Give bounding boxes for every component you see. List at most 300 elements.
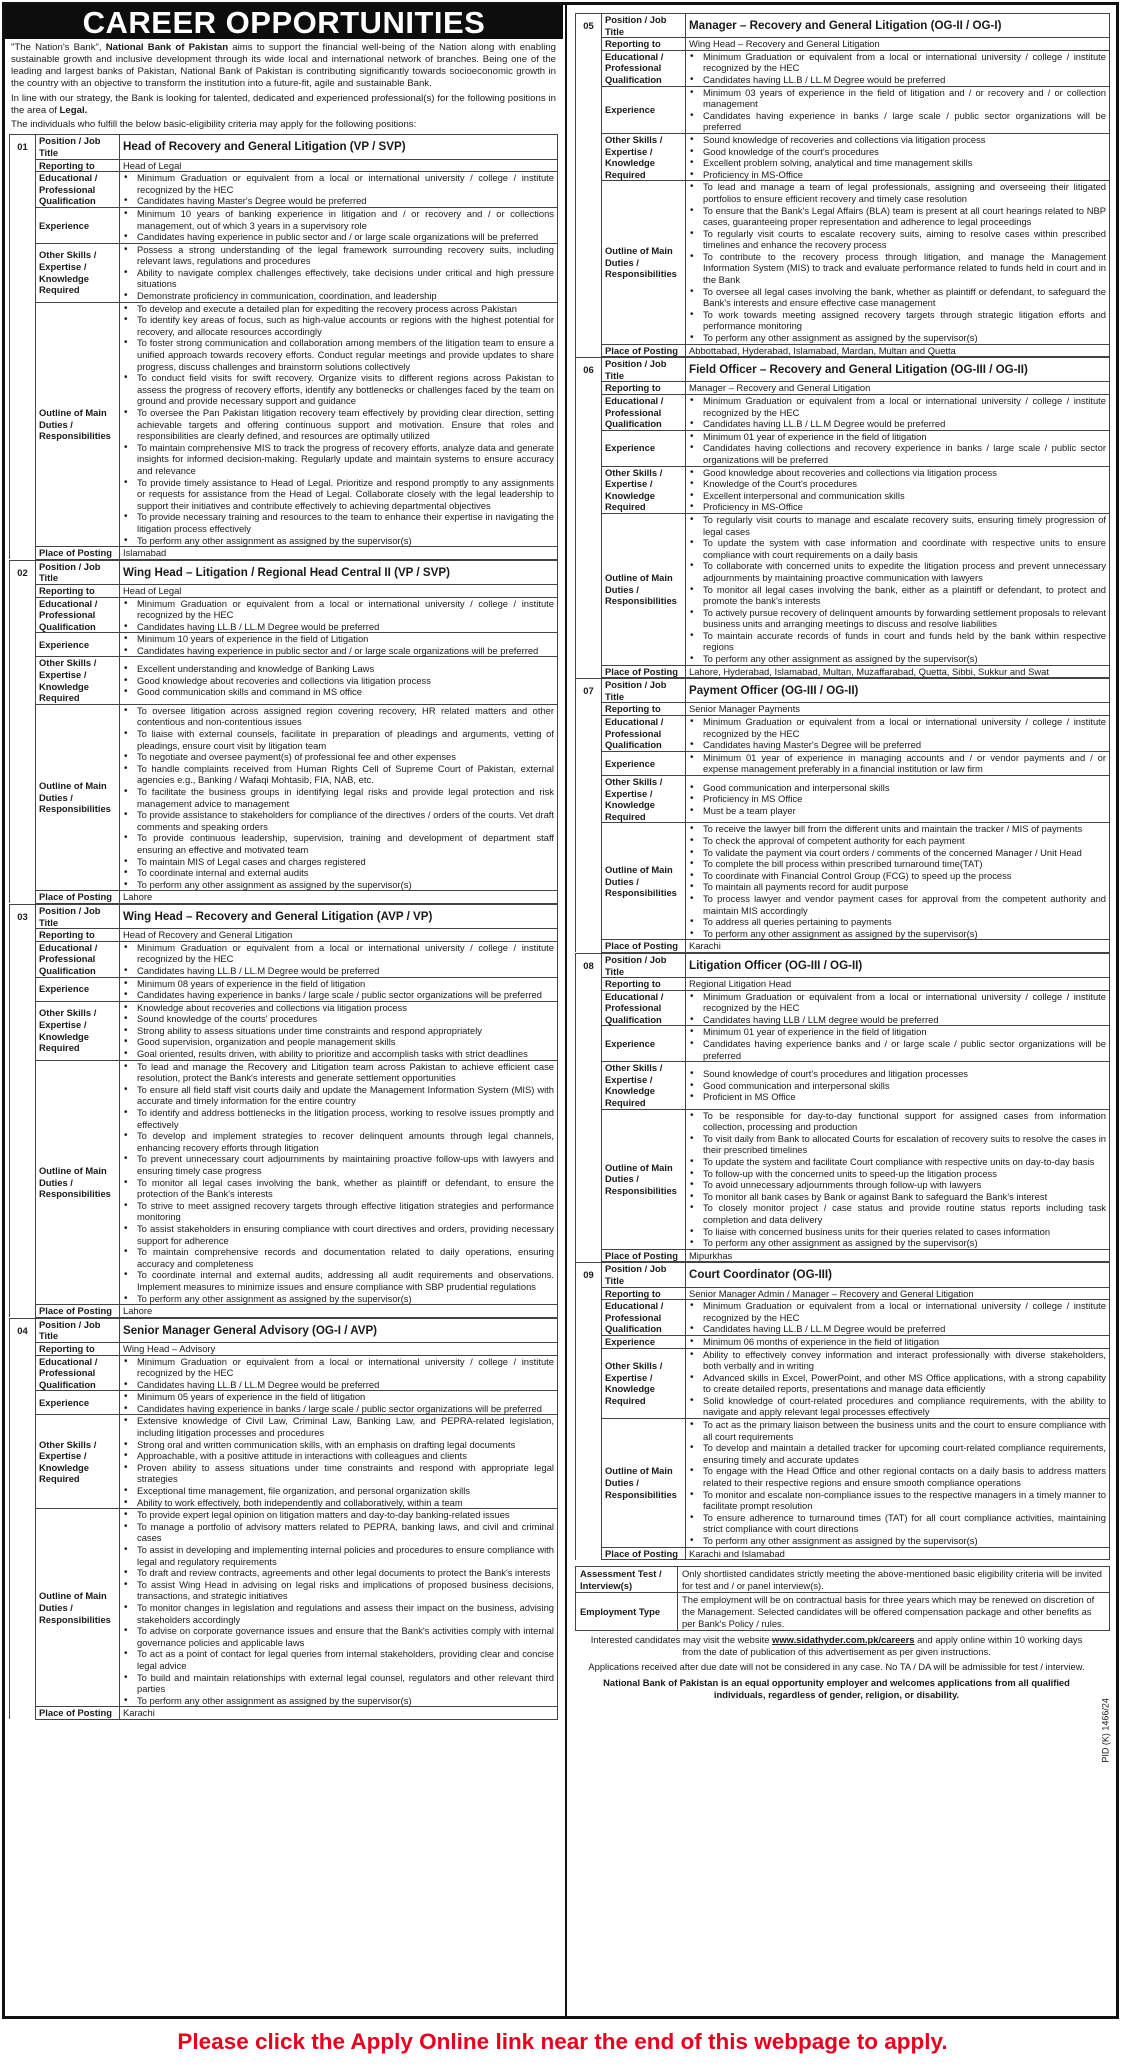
duties-item: • To perform any other assignment as assigned by the supervisor(s) [703, 332, 1106, 344]
duties-item: • To monitor all legal cases involving the bank, either as a plaintiff or defendant, to protect and promote the bank's interests [703, 584, 1106, 607]
number-spacer [576, 1287, 602, 1300]
duties-item: • To lead and manage the Recovery and Litigation team across Pakistan to achieve efficient case resolution, protect the Bank's interests and generate settlement opportunities [137, 1061, 554, 1084]
reporting-to-row [576, 978, 1110, 991]
place-of-posting-label: Place of Posting [602, 665, 686, 678]
skills-row [576, 1062, 1110, 1109]
number-spacer [10, 1060, 36, 1304]
number-spacer [576, 430, 602, 466]
education-item: • Minimum Graduation or equivalent from a local or international university / college / institute recognized by the HEC [137, 942, 554, 965]
place-of-posting-row [576, 940, 1110, 953]
right-column [565, 5, 1116, 2016]
skills-row [576, 133, 1110, 180]
skills-label: Other Skills / Expertise / Knowledge Required [602, 466, 686, 513]
place-of-posting-value: Lahore [120, 891, 558, 904]
position-number: 05 [576, 14, 602, 38]
experience-label: Experience [36, 1391, 120, 1415]
experience-value [686, 1026, 1110, 1062]
number-spacer [10, 159, 36, 172]
duties-item: • To ensure adherence to turnaround times (TAT) for all court compliance activities, maintaining strict compliance with court directions [703, 1512, 1106, 1535]
number-spacer [10, 657, 36, 704]
duties-item: • To conduct field visits for swift recovery. Organize visits to different regions across Pakistan to assess the progress of recovery efforts, identify any bottlenecks or challenges faced by the team on ground and provide necessary support and guidance [137, 372, 554, 407]
duties-item: • To ensure that the Bank's Legal Affairs (BLA) team is present at all court hearings related to NBP cases, guaranteeing proper representation and adherence to legal proceedings [703, 205, 1106, 228]
skills-value [686, 466, 1110, 513]
duties-item: • To validate the payment via court orders / comments of the concerned Manager / Unit Head [703, 847, 1106, 859]
duties-item: • To assist stakeholders in ensuring compliance with court directives and orders, providing necessary support for adherence [137, 1223, 554, 1246]
number-spacer [10, 547, 36, 560]
education-item: • Candidates having LL.B / LL.M Degree would be preferred [137, 965, 554, 977]
duties-label: Outline of Main Duties / Responsibilities [602, 181, 686, 344]
experience-label: Experience [602, 86, 686, 133]
qualification-row [10, 172, 558, 208]
position-table [9, 1318, 558, 1720]
place-of-posting-label: Place of Posting [602, 940, 686, 953]
duties-item: • To provide continuous leadership, supervision, training and development of department staff ensuring an effective and motivated team [137, 832, 554, 855]
reporting-to-row [576, 382, 1110, 395]
position-label: Position / Job Title [36, 560, 120, 584]
duties-item: • To build and maintain relationships with external legal counsel, regulators and other relevant third parties [137, 1672, 554, 1695]
number-spacer [576, 1062, 602, 1109]
duties-list [689, 1110, 1106, 1249]
position-title-row [576, 358, 1110, 382]
duties-item: • To perform any other assignment as assigned by the supervisor(s) [137, 1695, 554, 1707]
experience-row [10, 1391, 558, 1415]
skills-item: • Proficient in MS Office [703, 1091, 1106, 1103]
duties-value [120, 1060, 558, 1304]
skills-value [686, 1062, 1110, 1109]
place-of-posting-value: Islamabad [120, 547, 558, 560]
skills-item: • Good knowledge of the court's procedures [703, 146, 1106, 158]
reporting-to-label: Reporting to [602, 978, 686, 991]
place-of-posting-value: Karachi and Islamabad [686, 1547, 1110, 1560]
apply-online-notice: Please click the Apply Online link near the end of this webpage to apply. [177, 2029, 948, 2054]
education-item: • Minimum Graduation or equivalent from a local or international university / college / institute recognized by the HEC [137, 172, 554, 195]
number-spacer [10, 941, 36, 977]
duties-label: Outline of Main Duties / Responsibilities [602, 513, 686, 665]
experience-item: • Minimum 08 years of experience in the field of litigation [137, 978, 554, 990]
assessment-text: Only shortlisted candidates strictly meeting the above-mentioned basic eligibility criteria will be invited for test and / or panel interview(s). [678, 1567, 1110, 1593]
experience-value [686, 751, 1110, 775]
skills-item: • Proficiency in MS-Office [703, 169, 1106, 181]
place-of-posting-value: Karachi [120, 1707, 558, 1720]
position-label: Position / Job Title [36, 904, 120, 928]
duties-value [120, 704, 558, 891]
duties-item: • To perform any other assignment as assigned by the supervisor(s) [703, 1237, 1106, 1249]
left-column [5, 5, 563, 2016]
duties-item: • To oversee litigation across assigned region covering recovery, HR related matters and other contentious and non-contentious issues [137, 705, 554, 728]
education-item: • Candidates having Master's Degree will be preferred [703, 739, 1106, 751]
qualification-label: Educational / Professional Qualification [602, 716, 686, 752]
duties-item: • To assist Wing Head in advising on legal risks and implications of proposed business decisions, transactions, and strategic initiatives [137, 1579, 554, 1602]
duties-label: Outline of Main Duties / Responsibilities [36, 704, 120, 891]
experience-label: Experience [36, 207, 120, 243]
reporting-to-value: Head of Legal [120, 159, 558, 172]
duties-item: • To liaise with external counsels, facilitate in preparation of pleadings and arguments, vetting of pleadings, ensure court visit by litigation team [137, 728, 554, 751]
qualification-row [10, 941, 558, 977]
number-spacer [10, 1391, 36, 1415]
duties-value [686, 513, 1110, 665]
duties-item: • To develop and execute a detailed plan for expediting the recovery process across Pakistan [137, 303, 554, 315]
reporting-to-label: Reporting to [36, 1342, 120, 1355]
experience-list [689, 1336, 1106, 1348]
positions-list-right [575, 13, 1110, 1560]
skills-label: Other Skills / Expertise / Knowledge Required [602, 776, 686, 823]
number-spacer [576, 665, 602, 678]
skills-row [10, 657, 558, 704]
education-list [123, 598, 554, 633]
number-spacer [576, 1335, 602, 1348]
qualification-value [686, 1300, 1110, 1336]
duties-item: • To engage with the Head Office and other regional contacts on a daily basis to address matters related to their respective regions and ensure smooth compliance operations [703, 1465, 1106, 1488]
duties-item: • To receive the lawyer bill from the different units and maintain the tracker / MIS of payments [703, 823, 1106, 835]
duties-item: • To act as a point of contact for legal queries from internal stakeholders, providing clear and concise legal advice [137, 1648, 554, 1671]
experience-item: • Minimum 10 years of banking experience in litigation and / or recovery and / or collections management, out of which 3 years in a supervisory role [137, 208, 554, 231]
education-item: • Minimum Graduation or equivalent from a local or international university / college / institute recognized by the HEC [703, 395, 1106, 418]
experience-item: • Candidates having experience in public sector and / or large scale organizations will be preferred [137, 645, 554, 657]
number-spacer [576, 38, 602, 51]
skills-row [10, 243, 558, 302]
duties-item: • To liaise with concerned business units for their queries related to cases information [703, 1226, 1106, 1238]
position-table [575, 357, 1110, 678]
duties-row [576, 823, 1110, 940]
place-of-posting-row [576, 665, 1110, 678]
reporting-to-label: Reporting to [602, 703, 686, 716]
qualification-value [686, 50, 1110, 86]
skills-label: Other Skills / Expertise / Knowledge Required [36, 243, 120, 302]
education-item: • Candidates having LL.B / LL.M Degree would be preferred [137, 621, 554, 633]
duties-list [123, 303, 554, 546]
skills-value [120, 243, 558, 302]
experience-list [689, 431, 1106, 466]
skills-value [686, 776, 1110, 823]
number-spacer [576, 1547, 602, 1560]
skills-item: • Proficiency in MS Office [703, 793, 1106, 805]
job-title: Court Coordinator (OG-III) [686, 1263, 1110, 1287]
reporting-to-row [576, 38, 1110, 51]
number-spacer [576, 466, 602, 513]
experience-row [576, 751, 1110, 775]
experience-item: • Minimum 01 year of experience in managing accounts and / or vendor payments and / or expense management preferably in a financial institution or law firm [703, 752, 1106, 775]
duties-item: • To check the approval of competent authority for each payment [703, 835, 1106, 847]
duties-item: • To process lawyer and vendor payment cases for approval from the competent authority and maintain MIS accordingly [703, 893, 1106, 916]
duties-item: • To coordinate internal and external audits [137, 867, 554, 879]
qualification-value [686, 716, 1110, 752]
qualification-label: Educational / Professional Qualification [36, 941, 120, 977]
experience-row [576, 1335, 1110, 1348]
job-title: Senior Manager General Advisory (OG-I / AVP) [120, 1318, 558, 1342]
experience-item: • Candidates having experience in banks / large scale / public sector organizations will be preferred [137, 1403, 554, 1415]
skills-list [123, 1415, 554, 1508]
number-spacer [10, 207, 36, 243]
duties-item: • To complete the bill process within prescribed turnaround time(TAT) [703, 858, 1106, 870]
number-spacer [10, 172, 36, 208]
application-notes: Interested candidates may visit the website www.sidathyder.com.pk/careers and apply online within 10 working days from the date of publication of this advertisement as per given instructions. Applications received after due date will not be considered in any case. No TA / DA will be admissible for test / interview. National Bank of Pakistan is an equal opportunity employer and welcomes applications from all qualified individuals, regardless of gender, religion, or disability. PID (K) 1466/24 [575, 1631, 1110, 1700]
number-spacer [576, 978, 602, 991]
duties-item: • To facilitate the business groups in identifying legal risks and provide legal protection and risk management advice to management [137, 786, 554, 809]
experience-label: Experience [602, 1026, 686, 1062]
skills-label: Other Skills / Expertise / Knowledge Required [36, 1001, 120, 1060]
qualification-label: Educational / Professional Qualification [602, 395, 686, 431]
position-title-row [576, 14, 1110, 38]
skills-item: • Knowledge of the Court's procedures [703, 478, 1106, 490]
skills-item: • Extensive knowledge of Civil Law, Criminal Law, Banking Law, and PEPRA-related legislation, including litigation processes and procedures [137, 1415, 554, 1438]
duties-item: • To monitor all bank cases by Bank or against Bank to safeguard the Bank's interest [703, 1191, 1106, 1203]
duties-item: • To negotiate and oversee payment(s) of professional fee and other expenses [137, 751, 554, 763]
position-number: 01 [10, 135, 36, 159]
duties-label: Outline of Main Duties / Responsibilities [602, 1419, 686, 1548]
qualification-value [120, 172, 558, 208]
reporting-to-label: Reporting to [602, 38, 686, 51]
number-spacer [576, 990, 602, 1026]
education-item: • Minimum Graduation or equivalent from a local or international university / college / institute recognized by the HEC [703, 716, 1106, 739]
education-item: • Minimum Graduation or equivalent from a local or international university / college / institute recognized by the HEC [703, 51, 1106, 74]
place-of-posting-row [10, 1707, 558, 1720]
duties-value [120, 1509, 558, 1707]
position-title-row [10, 560, 558, 584]
qualification-row [576, 716, 1110, 752]
duties-item: • To actively pursue recovery of delinquent amounts by forwarding settlement proposals to relevant business units and arranging meetings to discuss and resolve liabilities [703, 607, 1106, 630]
qualification-label: Educational / Professional Qualification [602, 50, 686, 86]
skills-row [576, 466, 1110, 513]
reporting-to-label: Reporting to [36, 159, 120, 172]
duties-row [576, 1109, 1110, 1249]
experience-item: • Minimum 01 year of experience in the field of litigation [703, 1026, 1106, 1038]
duties-item: • To prevent unnecessary court adjournments by maintaining proactive follow-ups with lawyers and ensuring timely case progress [137, 1153, 554, 1176]
experience-list [689, 752, 1106, 775]
duties-item: • To ensure all field staff visit courts daily and update the Management Information System (MIS) with accurate and timely information for the entire country [137, 1084, 554, 1107]
place-of-posting-label: Place of Posting [36, 1305, 120, 1318]
duties-item: • To monitor all legal cases involving the bank, whether as plaintiff or defendant, to ensure the protection of the Bank's interests [137, 1177, 554, 1200]
skills-item: • Goal oriented, results driven, with ability to prioritize and accomplish tasks with strict deadlines [137, 1048, 554, 1060]
position-table [9, 134, 558, 559]
qualification-row [576, 990, 1110, 1026]
position-table [575, 953, 1110, 1262]
duties-item: • To update the system and facilitate Court compliance with respective units on day-to-day basis [703, 1156, 1106, 1168]
duties-item: • To maintain comprehensive records and documentation related to daily operations, ensuring accuracy and completeness [137, 1246, 554, 1269]
place-of-posting-row [10, 1305, 558, 1318]
position-title-row [576, 953, 1110, 977]
skills-row [576, 776, 1110, 823]
skills-item: • Good supervision, organization and people management skills [137, 1036, 554, 1048]
education-list [689, 1300, 1106, 1335]
position-title-row [10, 904, 558, 928]
education-item: • Candidates having LLB / LLM degree would be preferred [703, 1014, 1106, 1026]
duties-item: • To visit daily from Bank to allocated Courts for escalation of recovery suits to resolve the cases in their prescribed timelines [703, 1133, 1106, 1156]
education-item: • Candidates having LL.B / LL.M Degree would be preferred [703, 418, 1106, 430]
equal-opportunity-statement: National Bank of Pakistan is an equal opportunity employer and welcomes applications from all qualified individuals, regardless of gender, religion, or disability. [603, 1676, 1070, 1700]
number-spacer [576, 181, 602, 344]
reporting-to-value: Head of Legal [120, 584, 558, 597]
reporting-to-label: Reporting to [602, 1287, 686, 1300]
place-of-posting-row [576, 344, 1110, 357]
employment-text: The employment will be on contractual basis for three years which may be renewed on discretion of the Management. Selected candidates will be offered compensation package and other benefits as per Bank's Policy / rules. [678, 1593, 1110, 1631]
duties-item: • To perform any other assignment as assigned by the supervisor(s) [703, 653, 1106, 665]
duties-item: • To assist in developing and implementing internal policies and procedures to ensure compliance with legal and regulatory requirements [137, 1544, 554, 1567]
number-spacer [10, 1342, 36, 1355]
skills-item: • Excellent problem solving, analytical and time management skills [703, 157, 1106, 169]
number-spacer [10, 929, 36, 942]
position-number: 08 [576, 953, 602, 977]
position-label: Position / Job Title [36, 135, 120, 159]
position-number: 09 [576, 1263, 602, 1287]
number-spacer [576, 716, 602, 752]
experience-row [10, 633, 558, 657]
experience-list [123, 1391, 554, 1414]
duties-item: • To follow-up with the concerned units to speed-up the litigation process [703, 1168, 1106, 1180]
place-of-posting-row [576, 1249, 1110, 1262]
number-spacer [576, 1300, 602, 1336]
position-table [9, 904, 558, 1318]
job-title: Head of Recovery and General Litigation (VP / SVP) [120, 135, 558, 159]
number-spacer [576, 776, 602, 823]
experience-value [686, 86, 1110, 133]
skills-item: • Possess a strong understanding of the legal framework surrounding recovery suits, including relevant laws, regulations and procedures [137, 244, 554, 267]
position-label: Position / Job Title [602, 679, 686, 703]
job-title: Wing Head – Litigation / Regional Head Central II (VP / SVP) [120, 560, 558, 584]
number-spacer [576, 751, 602, 775]
application-info-table [575, 1566, 1110, 1631]
duties-item: • To perform any other assignment as assigned by the supervisor(s) [137, 535, 554, 547]
skills-list [689, 467, 1106, 513]
skills-label: Other Skills / Expertise / Knowledge Required [602, 1348, 686, 1419]
number-spacer [10, 977, 36, 1001]
number-spacer [576, 395, 602, 431]
duties-item: • To strive to meet assigned recovery targets through effective litigation strategies and performance monitoring [137, 1200, 554, 1223]
experience-label: Experience [36, 977, 120, 1001]
duties-row [10, 302, 558, 546]
position-table [575, 1262, 1110, 1560]
position-number: 07 [576, 679, 602, 703]
skills-value [120, 1415, 558, 1509]
duties-list [689, 181, 1106, 343]
place-of-posting-label: Place of Posting [602, 1547, 686, 1560]
skills-item: • Proficiency in MS-Office [703, 501, 1106, 513]
number-spacer [10, 584, 36, 597]
number-spacer [576, 133, 602, 180]
experience-row [10, 207, 558, 243]
number-spacer [576, 703, 602, 716]
number-spacer [576, 1026, 602, 1062]
duties-item: • To coordinate with Financial Control Group (FCG) to speed up the process [703, 870, 1106, 882]
skills-row [576, 1348, 1110, 1419]
position-table [575, 13, 1110, 357]
skills-list [123, 663, 554, 698]
position-label: Position / Job Title [602, 14, 686, 38]
place-of-posting-row [10, 891, 558, 904]
skills-value [686, 1348, 1110, 1419]
skills-item: • Good communication and interpersonal skills [703, 1080, 1106, 1092]
duties-item: • To develop and implement strategies to recover delinquent amounts through legal channels, enhancing recovery efforts through litigation [137, 1130, 554, 1153]
skills-item: • Strong ability to assess situations under time constraints and respond appropriately [137, 1025, 554, 1037]
duties-item: • To update the system with case information and coordinate with respective units to ensure compliance with court requirements on a daily basis [703, 537, 1106, 560]
qualification-label: Educational / Professional Qualification [602, 990, 686, 1026]
qualification-row [10, 1355, 558, 1391]
skills-item: • Solid knowledge of court-related procedures and compliance requirements, with the ability to navigate and apply relevant legal processes effectively [703, 1395, 1106, 1418]
experience-list [123, 633, 554, 656]
place-of-posting-value: Lahore [120, 1305, 558, 1318]
duties-list [689, 514, 1106, 665]
experience-item: • Minimum 01 year of experience in the field of litigation [703, 431, 1106, 443]
duties-item: • To manage a portfolio of advisory matters related to PEPRA, banking laws, and civil and criminal cases [137, 1521, 554, 1544]
reporting-to-row [10, 929, 558, 942]
duties-item: • To perform any other assignment as assigned by the supervisor(s) [137, 879, 554, 891]
duties-item: • To be responsible for day-to-day functional support for assigned cases from information collection, processing and production [703, 1110, 1106, 1133]
experience-value [686, 430, 1110, 466]
publication-id: PID (K) 1466/24 [1100, 1697, 1111, 1763]
qualification-value [686, 395, 1110, 431]
reporting-to-value: Wing Head – Recovery and General Litigation [686, 38, 1110, 51]
duties-value [686, 1419, 1110, 1548]
duties-value [120, 302, 558, 546]
reporting-to-label: Reporting to [36, 584, 120, 597]
qualification-row [576, 1300, 1110, 1336]
position-table [9, 560, 558, 904]
experience-label: Experience [602, 751, 686, 775]
skills-list [689, 1068, 1106, 1103]
number-spacer [576, 86, 602, 133]
position-title-row [576, 1263, 1110, 1287]
duties-item: • To avoid unnecessary adjournments through follow-up with lawyers [703, 1179, 1106, 1191]
job-title: Litigation Officer (OG-III / OG-II) [686, 953, 1110, 977]
duties-item: • To maintain accurate records of funds in court and funds held by the bank within respective regions [703, 630, 1106, 653]
position-label: Position / Job Title [602, 953, 686, 977]
duties-item: • To coordinate internal and external audits, addressing all audit requirements and observations. Implement measures to minimize issues and ensure compliance with SBP prudential regulations [137, 1269, 554, 1292]
qualification-label: Educational / Professional Qualification [602, 1300, 686, 1336]
duties-item: • To identify and address bottlenecks in the litigation process, working to resolve issues promptly and effectively [137, 1107, 554, 1130]
duties-list [123, 1061, 554, 1304]
education-item: • Minimum Graduation or equivalent from a local or international university / college / institute recognized by the HEC [137, 598, 554, 621]
experience-item: • Minimum 03 years of experience in the field of litigation and / or recovery and / or collection management [703, 87, 1106, 110]
number-spacer [10, 1355, 36, 1391]
skills-item: • Good communication skills and command in MS office [137, 686, 554, 698]
duties-item: • To perform any other assignment as assigned by the supervisor(s) [703, 1535, 1106, 1547]
experience-label: Experience [602, 430, 686, 466]
reporting-to-value: Head of Recovery and General Litigation [120, 929, 558, 942]
education-list [123, 172, 554, 207]
position-label: Position / Job Title [602, 358, 686, 382]
position-number: 06 [576, 358, 602, 382]
duties-item: • To provide assistance to stakeholders for compliance of the directives / orders of the courts. Vet draft comments and speaking orders [137, 809, 554, 832]
duties-row [10, 1060, 558, 1304]
reporting-to-row [10, 159, 558, 172]
duties-item: • To regularly visit courts to escalate recovery suits, aiming to resolve cases within prescribed timelines and enhance the recovery process [703, 228, 1106, 251]
employment-label: Employment Type [576, 1593, 678, 1631]
duties-item: • To monitor and escalate non-compliance issues to the respective managers in a timely manner to facilitate prompt resolution [703, 1489, 1106, 1512]
careers-website-link[interactable]: www.sidathyder.com.pk/careers [772, 1634, 915, 1646]
experience-row [576, 430, 1110, 466]
number-spacer [10, 1001, 36, 1060]
education-list [689, 991, 1106, 1026]
duties-list [123, 705, 554, 891]
qualification-label: Educational / Professional Qualification [36, 597, 120, 633]
job-title: Field Officer – Recovery and General Litigation (OG-III / OG-II) [686, 358, 1110, 382]
position-table [575, 678, 1110, 953]
position-label: Position / Job Title [602, 1263, 686, 1287]
duties-value [686, 1109, 1110, 1249]
number-spacer [576, 1249, 602, 1262]
position-number: 04 [10, 1318, 36, 1342]
duties-label: Outline of Main Duties / Responsibilities [602, 1109, 686, 1249]
duties-row [10, 1509, 558, 1707]
place-of-posting-label: Place of Posting [36, 891, 120, 904]
position-title-row [10, 135, 558, 159]
number-spacer [10, 1707, 36, 1720]
place-of-posting-value: Mipurkhas [686, 1249, 1110, 1262]
experience-item: • Candidates having collections and recovery experience in banks / large scale / public sector organizations will be preferred [703, 442, 1106, 465]
qualification-value [120, 1355, 558, 1391]
duties-item: • To address all queries pertaining to payments [703, 916, 1106, 928]
duties-label: Outline of Main Duties / Responsibilities [36, 1060, 120, 1304]
duties-item: • To perform any other assignment as assigned by the supervisor(s) [137, 1293, 554, 1305]
